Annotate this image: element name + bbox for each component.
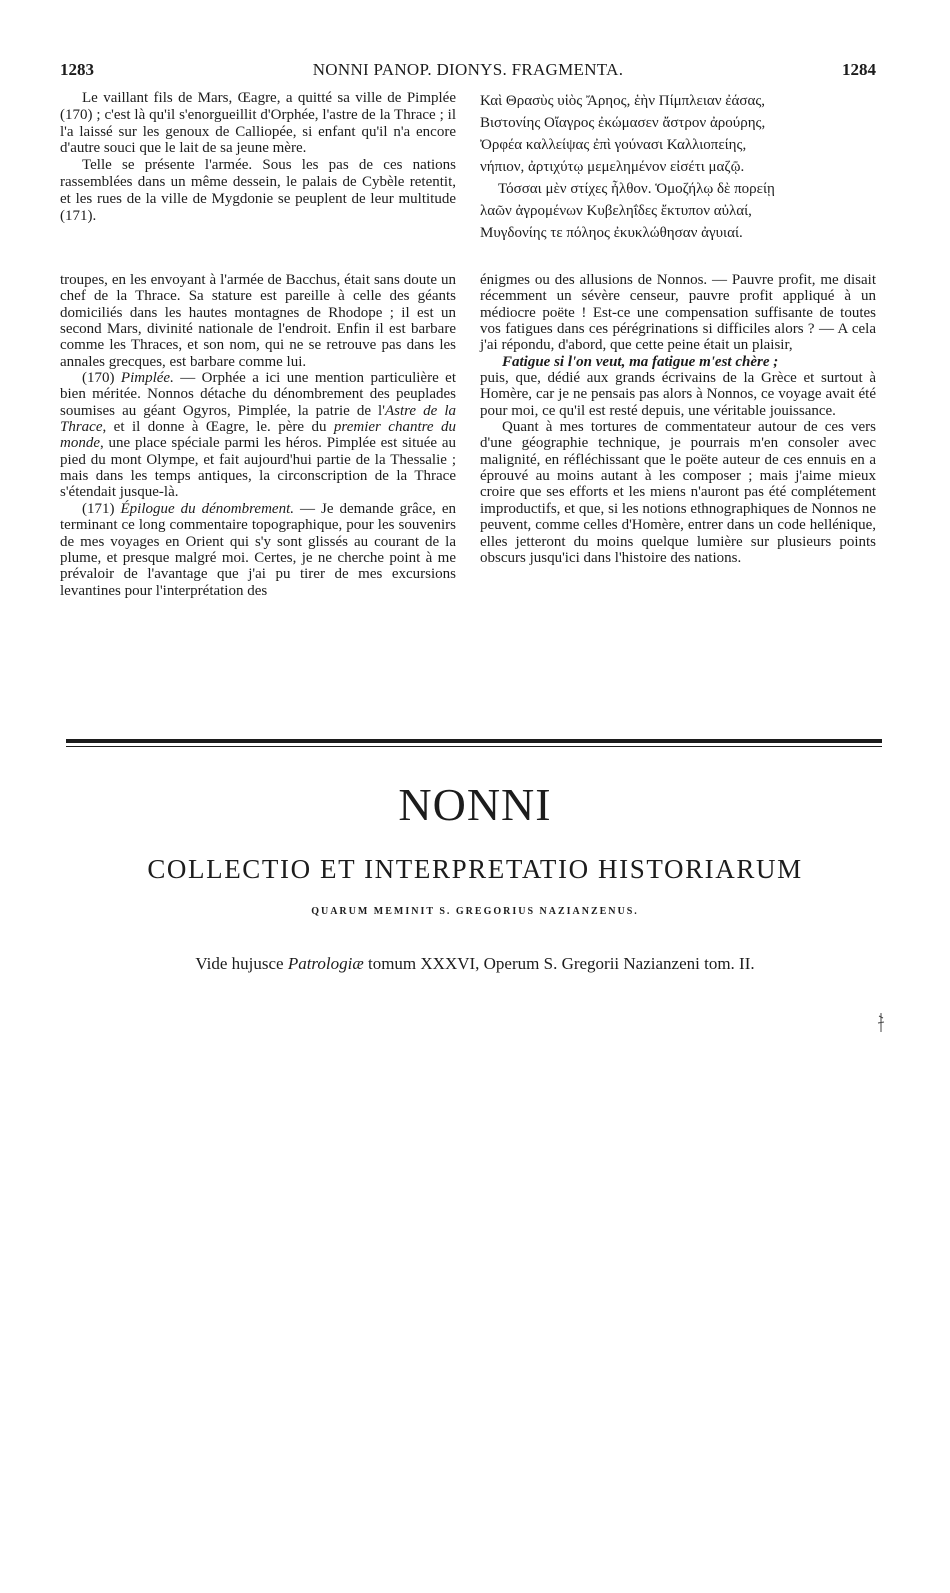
page-number-right: 1284 bbox=[842, 60, 876, 79]
quoted-verse: Fatigue si l'on veut, ma fatigue m'est chère ; bbox=[502, 353, 779, 370]
footnotes-left-column bbox=[60, 272, 456, 599]
greek-verse: λαῶν ἀγρομένων Κυβεληΐδες ἔκτυπον αὐλαί, bbox=[480, 203, 752, 219]
running-title: NONNI PANOP. DIONYS. FRAGMENTA. bbox=[312, 60, 624, 79]
section-title: NONNI bbox=[398, 779, 552, 830]
greek-verse: Μυγδονίης τε πόληος ἐκυκλώθησαν ἀγυιαί. bbox=[480, 225, 743, 241]
section-reference: Vide hujusce Patrologiæ tomum XXXVI, Operum S. Gregorii Nazianzeni tom. II. bbox=[195, 954, 755, 973]
greek-verse: Ὀρφέα καλλείψας ἐπὶ γούνασι Καλλιοπείης, bbox=[480, 137, 747, 153]
footnote-paragraph: puis, que, dédié aux grands écrivains de la Grèce et surtout à Homère, car je ne pensais pas alors à Nonnos, ce voyage avait été pour moi, ce qu'il est resté depuis, une véritable jouissance. bbox=[480, 370, 876, 419]
footnote-170: (170) Pimplée. — Orphée a ici une mention particulière et bien méritée. Nonnos détache du dénombrement des peuplades soumises au géant Ogyros, Pimplée, la patrie de l'Astre de la Thrace, et il donne à Œagre, le. père du premier chantre du monde, une place spéciale parmi les héros. Pimplée est située au pied du mont Olympe, et fait aujourd'hui partie de la Thessalie ; mais dans les temps antiques, la circonscription de la Thrace s'étendait jusque-là. bbox=[60, 370, 456, 501]
page-number-left: 1283 bbox=[60, 60, 94, 79]
footnote-heading: Épilogue du dénombrement. bbox=[120, 500, 294, 517]
running-head bbox=[60, 60, 876, 84]
footnotes-right-column bbox=[480, 272, 876, 566]
greek-verse: Βιστονίης Οἴαγρος ἐκώμασεν ἄστρον ἀρούρης, bbox=[480, 115, 766, 131]
greek-verse: νήπιον, ἀρτιχύτῳ μεμελημένον εἰσέτι μαζῷ. bbox=[480, 159, 745, 175]
translation-paragraph: Telle se présente l'armée. Sous les pas de ces nations rassemblées dans un même dessein, le palais de Cybèle retentit, et les rues de la ville de Mygdonie se peuplent de leur multitude (171). bbox=[60, 157, 456, 224]
footnote-continuation: énigmes ou des allusions de Nonnos. — Pauvre profit, me disait récemment un sévère censeur, pauvre profit appliqué à un médiocre poëte ! Est-ce une compensation suffisante de toutes vos fatigues dans ces pérégrinations si difficiles alors ? — A cela j'ai répondu, d'abord, que cette peine était un plaisir, bbox=[480, 272, 876, 354]
footnote-number: (171) bbox=[82, 500, 121, 517]
footnote-number: (170) bbox=[82, 370, 121, 387]
greek-verse: Τόσσαι μὲν στίχες ἦλθον. Ὁμοζήλῳ δὲ πορείῃ bbox=[498, 181, 775, 197]
greek-text bbox=[480, 90, 880, 244]
section-rule bbox=[66, 739, 882, 743]
ink-mark-icon bbox=[876, 1012, 886, 1034]
footnote-paragraph: Quant à mes tortures de commentateur autour de ces vers d'une géographie technique, je pourrais m'en consoler avec malignité, en réfléchissant que le poëte auteur de ces ennuis en a éprouvé au moins autant à les composer ; mais j'aime mieux croire que ses efforts et les miens n'auront pas été complétement improductifs, et que, si les notions ethnographiques de Nonnos ne peuvent, comme celles d'Homère, entrer dans un code hellénique, elles jetteront du moins quelque lumière sur plusieurs points obscurs jusqu'ici dans l'histoire des nations. bbox=[480, 419, 876, 566]
section-subsubtitle: QUARUM MEMINIT S. GREGORIUS NAZIANZENUS. bbox=[311, 906, 639, 917]
section-subtitle: COLLECTIO ET INTERPRETATIO HISTORIARUM bbox=[147, 854, 803, 884]
footnote-171: (171) Épilogue du dénombrement. — Je demande grâce, en terminant ce long commentaire topographique, pour les souvenirs de mes voyages en Orient qui s'y sont glissés au courant de la plume, et presque malgré moi. Certes, je ne cherche point à me prévaloir de l'avantage que j'ai pu tirer de mes excursions levantines pour l'interprétation des bbox=[60, 500, 457, 599]
french-translation bbox=[60, 90, 456, 224]
footnote-heading: Pimplée. bbox=[120, 370, 174, 387]
greek-verse: Καὶ Θρασὺς υἱὸς Ἄρηος, ἑὴν Πίμπλειαν ἐάσας, bbox=[480, 93, 766, 109]
section-rule-thin bbox=[66, 746, 882, 747]
translation-paragraph: Le vaillant fils de Mars, Œagre, a quitté sa ville de Pimplée (170) ; c'est là qu'il s'enorgueillit d'Orphée, l'astre de la Thrace ; il l'a laissé sur les genoux de Calliopée, si enfant qu'il n'a encore d'autre souci que le lait de sa jeune mère. bbox=[60, 90, 456, 157]
footnote-continuation: troupes, en les envoyant à l'armée de Bacchus, était sans doute un chef de la Thrace. Sa stature est pareille à celle des géants domiciliés dans les hautes montagnes de Rhodope ; il est un second Mars, divinité nationale de l'endroit. Enfin il est barbare comme les Thraces, et son nom, qui ne se retrouve pas dans les annales grecques, est barbare comme lui. bbox=[60, 272, 456, 370]
